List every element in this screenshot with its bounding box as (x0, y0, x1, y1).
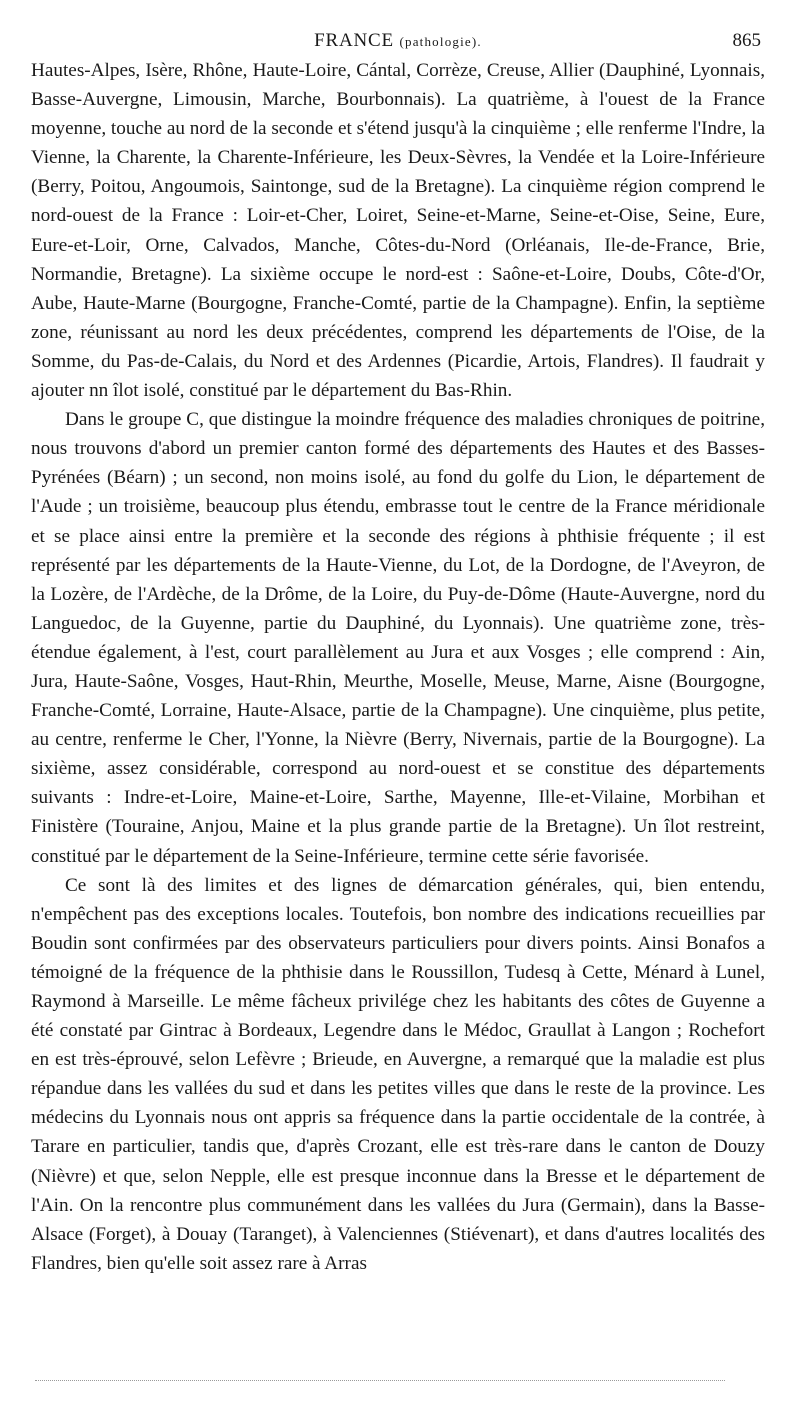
running-title (31, 30, 765, 53)
header-subtitle: (pathologie). (399, 34, 482, 49)
book-page (31, 0, 765, 1423)
body-text (31, 56, 765, 1278)
header-title: FRANCE (314, 30, 394, 51)
paragraph-1: Hautes-Alpes, Isère, Rhône, Haute-Loire, Cántal, Corrèze, Creuse, Allier (Dauphiné, Lyonnais, Basse-Auvergne, Limousin, Marche, Bourbonnais). La quatrième, à l'ouest de la France moyenne, touche au nord de la seconde et s'étend jusqu'à la cinquième ; elle renferme l'Indre, la Vienne, la Charente, la Charente-Inférieure, les Deux-Sèvres, la Vendée et la Loire-Inférieure (Berry, Poitou, Angoumois, Saintonge, sud de la Bretagne). La cinquième région comprend le nord-ouest de la France : Loir-et-Cher, Loiret, Seine-et-Marne, Seine-et-Oise, Seine, Eure, Eure-et-Loir, Orne, Calvados, Manche, Côtes-du-Nord (Orléanais, Ile-de-France, Brie, Normandie, Bretagne). La sixième occupe le nord-est : Saône-et-Loire, Doubs, Côte-d'Or, Aube, Haute-Marne (Bourgogne, Franche-Comté, partie de la Champagne). Enfin, la septième zone, réunissant au nord les deux précédentes, comprend les départements de l'Oise, de la Somme, du Pas-de-Calais, du Nord et des Ardennes (Picardie, Artois, Flandres). Il faudrait y ajouter nn îlot isolé, constitué par le département du Bas-Rhin. (31, 60, 765, 402)
running-head (31, 0, 765, 56)
paragraph-2: Dans le groupe C, que distingue la moindre fréquence des maladies chroniques de poitrine, nous trouvons d'abord un premier canton formé des départements des Hautes et des Basses-Pyrénées (Béarn) ; un second, non moins isolé, au fond du golfe du Lion, le département de l'Aude ; un troisième, beaucoup plus étendu, embrasse tout le centre de la France méridionale et se place ainsi entre la première et la seconde des régions à phthisie fréquente ; il est représenté par les départements de la Haute-Vienne, du Lot, de la Dordogne, de l'Aveyron, de la Lozère, de l'Ardèche, de la Drôme, de la Loire, du Puy-de-Dôme (Haute-Auvergne, nord du Languedoc, de la Guyenne, partie du Dauphiné, du Lyonnais). Une quatrième zone, très-étendue également, à l'est, court parallèlement au Jura et aux Vosges ; elle comprend : Ain, Jura, Haute-Saône, Vosges, Haut-Rhin, Meurthe, Moselle, Meuse, Marne, Aisne (Bourgogne, Franche-Comté, Lorraine, Haute-Alsace, partie de la Champagne). Une cinquième, plus petite, au centre, renferme le Cher, l'Yonne, la Nièvre (Berry, Nivernais, partie de la Bourgogne). La sixième, assez considérable, correspond au nord-ouest et se constitue des départements suivants : Indre-et-Loire, Maine-et-Loire, Sarthe, Mayenne, Ille-et-Vilaine, Morbihan et Finistère (Touraine, Anjou, Maine et la plus grande partie de la Bretagne). Un îlot restreint, constitué par le département de la Seine-Inférieure, termine cette série favorisée. (31, 409, 765, 867)
footer-dotted-rule (35, 1380, 725, 1381)
paragraph-3: Ce sont là des limites et des lignes de démarcation générales, qui, bien entendu, n'empêchent pas des exceptions locales. Toutefois, bon nombre des indications recueillies par Boudin sont confirmées par des observateurs particuliers pour divers points. Ainsi Bonafos a témoigné de la fréquence de la phthisie dans le Roussillon, Tudesq à Cette, Ménard à Lunel, Raymond à Marseille. Le même fâcheux privilége chez les habitants des côtes de Guyenne a été constaté par Gintrac à Bordeaux, Legendre dans le Médoc, Graullat à Langon ; Rochefort en est très-éprouvé, selon Lefèvre ; Brieude, en Auvergne, a remarqué que la maladie est plus répandue dans les vallées du sud et dans les petites villes que dans le reste de la province. Les médecins du Lyonnais nous ont appris sa fréquence dans la partie occidentale de la contrée, à Tarare en particulier, tandis que, d'après Crozant, elle est très-rare dans le canton de Douzy (Nièvre) et que, selon Nepple, elle est presque inconnue dans la Bresse et le département de l'Ain. On la rencontre plus communément dans les vallées du Jura (Germain), dans la Basse-Alsace (Forget), à Douay (Taranget), à Valenciennes (Stiévenart), et dans d'autres localités des Flandres, bien qu'elle soit assez rare à Arras (31, 874, 765, 1274)
page-number: 865 (732, 30, 761, 51)
